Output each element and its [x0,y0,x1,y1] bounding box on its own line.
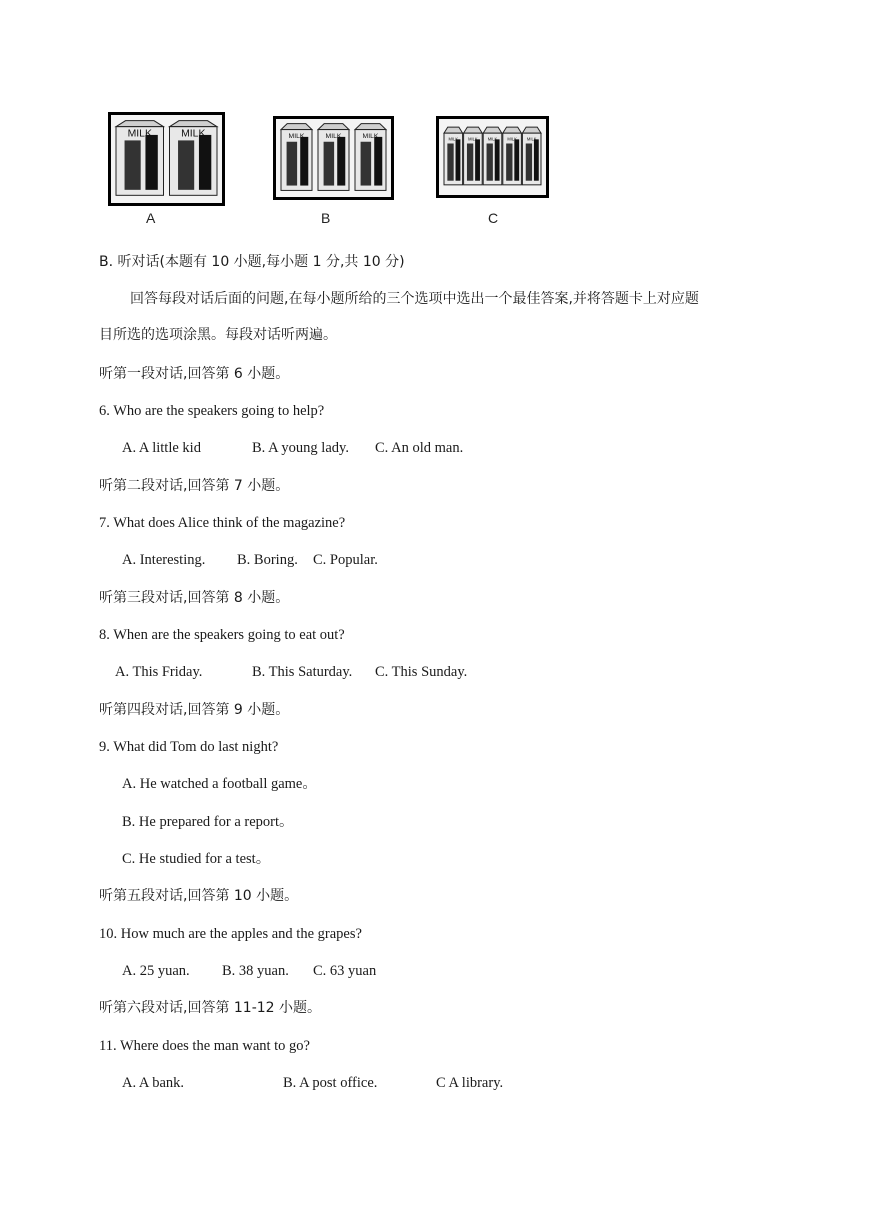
q8-option-b: B. This Saturday. [252,664,353,680]
svg-text:MILK: MILK [181,128,206,140]
svg-text:MILK: MILK [448,136,459,142]
milk-carton-icon [318,124,349,191]
milk-carton-icon [464,127,483,185]
instructions-line-1: 回答每段对话后面的问题,在每小题所给的三个选项中选出一个最佳答案,并将答题卡上对应题 [130,291,699,307]
svg-text:MILK: MILK [362,133,379,141]
q9-option-c: C. He studied for a test。 [122,851,271,867]
q6-option-c: C. An old man. [375,440,464,456]
picture-c-five-milk-cartons [436,116,549,198]
q6-option-b: B. A young lady. [252,440,349,456]
picture-a-two-milk-cartons [108,112,225,206]
svg-text:MILK: MILK [526,136,537,142]
milk-carton-icon [116,121,164,196]
milk-cartons-icon [111,115,222,203]
svg-text:MILK: MILK [487,136,498,142]
milk-carton-icon [522,127,541,185]
question-10: 10. How much are the apples and the grapes? [99,926,362,942]
svg-text:MILK: MILK [507,136,517,142]
dialog-4-prompt: 听第四段对话,回答第 9 小题。 [99,702,290,718]
q11-option-b: B. A post office. [283,1075,378,1091]
picture-a-label: A [146,210,156,226]
dialog-3-prompt: 听第三段对话,回答第 8 小题。 [99,590,290,606]
q10-option-c: C. 63 yuan [313,963,377,979]
svg-text:MILK: MILK [127,128,152,140]
dialog-1-prompt: 听第一段对话,回答第 6 小题。 [99,366,290,382]
picture-options [0,0,869,240]
q8-option-a: A. This Friday. [115,664,203,680]
picture-b-label: B [321,210,331,226]
milk-carton-icon [503,127,522,185]
svg-text:MILK: MILK [468,136,478,142]
milk-carton-icon [483,127,502,185]
question-8: 8. When are the speakers going to eat out? [99,627,345,643]
q9-option-b: B. He prepared for a report。 [122,814,294,830]
instructions-line-2: 目所选的选项涂黑。每段对话听两遍。 [99,327,337,343]
q10-option-b: B. 38 yuan. [222,963,289,979]
q7-option-a: A. Interesting. [122,552,206,568]
section-heading: B. 听对话(本题有 10 小题,每小题 1 分,共 10 分) [99,254,405,270]
q6-option-a: A. A little kid [122,440,201,456]
question-9: 9. What did Tom do last night? [99,739,279,755]
q8-option-c: C. This Sunday. [375,664,468,680]
milk-carton-icon [170,121,218,196]
svg-text:MILK: MILK [288,133,305,141]
q7-option-b: B. Boring. [237,552,298,568]
question-11: 11. Where does the man want to go? [99,1038,310,1054]
milk-cartons-icon [439,119,546,195]
question-6: 6. Who are the speakers going to help? [99,403,325,419]
milk-carton-icon [281,124,312,191]
picture-c-label: C [488,210,499,226]
q11-option-c: C A library. [436,1075,504,1091]
picture-b-three-milk-cartons [273,116,394,200]
q7-option-c: C. Popular. [313,552,378,568]
dialog-6-prompt: 听第六段对话,回答第 11-12 小题。 [99,1000,322,1016]
svg-text:MILK: MILK [325,133,342,141]
dialog-2-prompt: 听第二段对话,回答第 7 小题。 [99,478,290,494]
question-7: 7. What does Alice think of the magazine? [99,515,346,531]
milk-cartons-icon [276,119,391,197]
q11-option-a: A. A bank. [122,1075,185,1091]
q10-option-a: A. 25 yuan. [122,963,190,979]
milk-carton-icon [444,127,463,185]
milk-carton-icon [355,124,386,191]
q9-option-a: A. He watched a football game。 [122,776,317,792]
dialog-5-prompt: 听第五段对话,回答第 10 小题。 [99,888,299,904]
